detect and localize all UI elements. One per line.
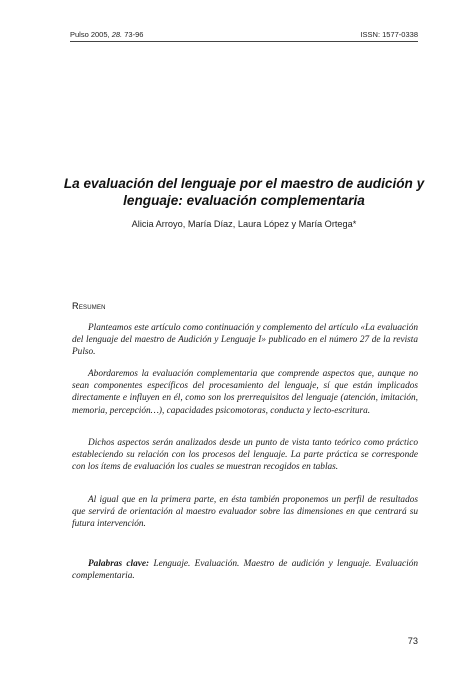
journal-volume: 28. <box>111 30 123 39</box>
abstract-heading: Resumen <box>72 301 106 311</box>
running-header <box>70 30 418 39</box>
keywords <box>72 558 418 582</box>
article-title: La evaluación del lenguaje por el maestro de audición y lenguaje: evaluación complementaria <box>63 176 425 208</box>
page-number: 73 <box>407 636 418 646</box>
journal-citation <box>70 30 143 39</box>
journal-prefix: Pulso 2005, <box>70 30 112 39</box>
issn-label: ISSN: 1577-0338 <box>360 30 418 39</box>
header-rule <box>70 41 418 42</box>
abstract-paragraph: Al igual que en la primera parte, en ésta también proponemos un perfil de resultados que servirá de orientación al maestro evaluador sobre las dimensiones en que centrará su futura intervención. <box>72 495 418 530</box>
abstract-paragraph: Planteamos este artículo como continuación y complemento del artículo «La evaluación del lenguaje del maestro de Audición y Lenguaje I» publicado en el número 27 de la revista Pulso. <box>72 323 418 358</box>
abstract-paragraph: Dichos aspectos serán analizados desde un punto de vista tanto teórico como práctico estableciendo su relación con los procesos del lenguaje. La parte práctica se corresponde con los ítems de evaluación los cuales se muestran recogidos en tablas. <box>72 438 418 473</box>
article-authors: Alicia Arroyo, María Díaz, Laura López y María Ortega* <box>131 219 357 229</box>
abstract-paragraph: Abordaremos la evaluación complementaria que comprende aspectos que, aunque no sean componentes específicos del procesamiento del lenguaje, sí que están implicados directamente e influyen en él, como son los prerrequisitos del lenguaje (atención, imitación, memoria, percepción…), capacidades psicomotoras, conducta y lecto-escritura. <box>72 369 418 416</box>
journal-pages: 73-96 <box>122 30 144 39</box>
keywords-text: Lenguaje. Evaluación. Maestro de audición y lenguaje. Evaluación complementaria. <box>72 559 419 582</box>
keywords-label: Palabras clave: <box>88 559 150 569</box>
